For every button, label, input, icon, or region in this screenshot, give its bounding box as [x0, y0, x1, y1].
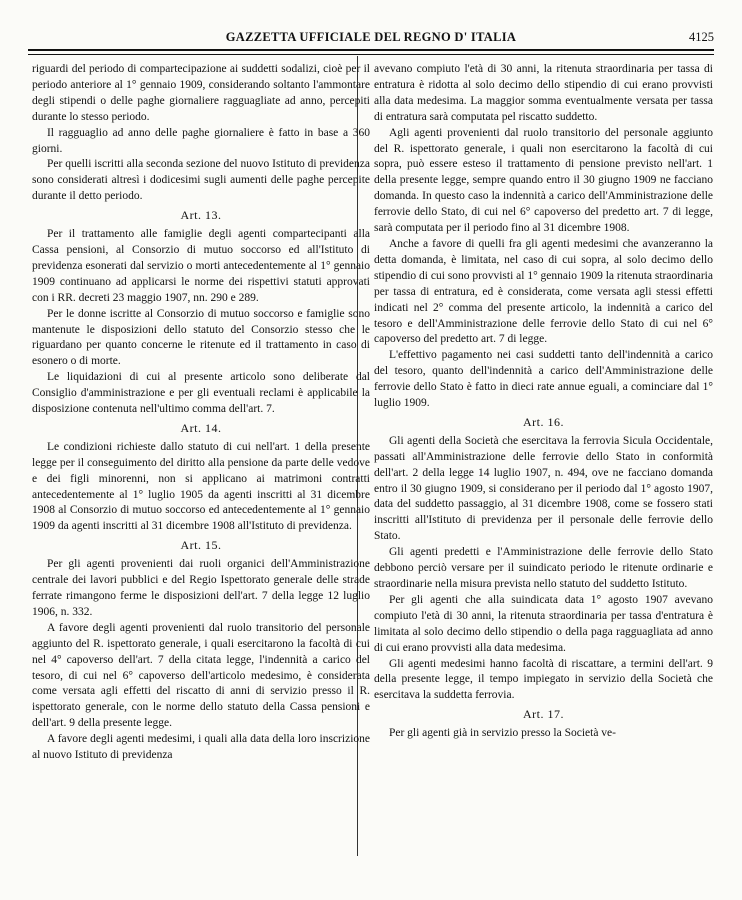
left-column: [32, 62, 370, 764]
article-heading: Art. 13.: [180, 208, 222, 223]
paragraph: Per gli agenti già in servizio presso la Società ve-: [388, 727, 616, 740]
paragraph: avevano compiuto l'età di 30 anni, la ritenuta straordinaria per tassa di entratura è ridotta al solo decimo dello stipendio di cui erano provvisti alla data medesima. La maggior somma eventualmente versata per tassa di entratura sarà computata pel riscatto suddetto.: [374, 63, 713, 123]
paragraph: Per le donne iscritte al Consorzio di mutuo soccorso e famiglie sono mantenute le disposizioni dello statuto del Consorzio stesso che le riguardano per quanto concerne le ritenute ed il trattamento in caso di esonero o di morte.: [32, 307, 370, 368]
paragraph: Per quelli iscritti alla seconda sezione del nuovo Istituto di previdenza sono considerati altresì i dodicesimi sugli aumenti delle paghe percepite durante il detto periodo.: [32, 158, 370, 203]
paragraph: A favore degli agenti provenienti dal ruolo transitorio del personale aggiunto del R. ispettorato generale, i quali esercitarono la facoltà di cui nel 4° capoverso dell'art. 7 della citata legge, l'indennità a carico del tesoro, di cui nel 6° capoverso dell'articolo medesimo, è considerata come versata agli effetti del riscatto di anni di servizio presso il R. ispettorato generale, con le norme dello statuto della Cassa pensioni e dell'art. 9 della presente legge.: [32, 621, 370, 730]
paragraph: Le condizioni richieste dallo statuto di cui nell'art. 1 della presente legge per il conseguimento del diritto alla pensione da parte delle vedove e dei figli minorenni, non si applicano ai matrimoni contratti antecedentemente al 1° luglio 1905 da agenti inscritti al 31 dicembre 1908 al Consorzio di mutuo soccorso ed antecedentemente al 1° gennaio 1909 da agenti inscritti al 31 dicembre 1908 all'Istituto di previdenza.: [32, 440, 370, 533]
paragraph: Il ragguaglio ad anno delle paghe giornaliere è fatto in base a 360 giorni.: [32, 126, 370, 155]
article-heading: Art. 15.: [180, 538, 222, 553]
paragraph: Gli agenti medesimi hanno facoltà di riscattare, a termini dell'art. 9 della presente legge, il tempo impiegato in servizio della Società che esercitava la suddetta ferrovia.: [374, 657, 713, 702]
page-number: 4125: [689, 30, 714, 44]
header-rule: [28, 49, 714, 55]
right-column: [374, 62, 713, 742]
paragraph: Gli agenti predetti e l'Amministrazione delle ferrovie dello Stato debbono perciò versare per il suindicato periodo le ritenute ordinarie e straordinarie nella misura prevista nello statuto del suddetto Istituto.: [374, 546, 713, 590]
paragraph: A favore degli agenti medesimi, i quali alla data della loro inscrizione al nuovo Istituto di previdenza: [32, 733, 370, 762]
paragraph: Per il trattamento alle famiglie degli agenti compartecipanti alla Cassa pensioni, al Consorzio di mutuo soccorso ed all'Istituto di previdenza esonerati dal servizio o morti antecedentemente al 1° gennaio 1909 continuano ad applicarsi le norme dei rispettivi statuti approvati con i RR. decreti 23 maggio 1907, nn. 290 e 289.: [32, 228, 370, 304]
paragraph: Gli agenti della Società che esercitava la ferrovia Sicula Occidentale, passati all'Amministrazione delle ferrovie dello Stato in conformità dell'art. 2 della legge 14 luglio 1907, n. 494, ove ne facciano domanda entro il 30 giugno 1909, si considerano per il periodo dal 1° agosto 1907, data del suddetto passaggio, al 31 dicembre 1908, come se fossero stati inscritti all'Istituto di previdenza per il personale delle ferrovie dello Stato.: [374, 434, 713, 543]
paragraph: Anche a favore di quelli fra gli agenti medesimi che avanzeranno la detta domanda, è limitata, nel caso di cui sopra, al solo decimo dello stipendio di cui sono provvisti al 1° gennaio 1909 la ritenuta straordinaria per tassa di entratura, ed è considerata, come versata agli stessi effetti indicati nel 2° comma del presente articolo, la indennità a carico del tesoro e dell'Amministrazione delle ferrovie dello Stato di cui nel 6° capoverso del predetto art. 7 di legge.: [374, 237, 713, 346]
article-heading: Art. 14.: [180, 420, 222, 435]
paragraph: Agli agenti provenienti dal ruolo transitorio del personale aggiunto del R. ispettorato generale, i quali non esercitarono la facoltà di cui sopra, può essere esteso il trattamento di pensione previsto nell'art. 1 della presente legge, sempre quando entro il 30 giugno 1909 ne facciano domanda. In questo caso la indennità a carico dell'Amministrazione delle ferrovie dello Stato, di cui nel 6° capoverso del predetto art. 7 di legge, sarà computata per il periodo fino al 31 dicembre 1908.: [374, 126, 713, 235]
article-heading: Art. 16.: [523, 414, 564, 429]
paragraph: Per gli agenti provenienti dai ruoli organici dell'Amministrazione centrale dei lavori pubblici e del Regio Ispettorato generale delle strade ferrate rimangono ferme le disposizioni dell'art. 7 della legge 12 luglio 1906, n. 332.: [32, 558, 370, 618]
paragraph: Per gli agenti che alla suindicata data 1° agosto 1907 avevano compiuto l'età di 30 anni, la ritenuta straordinaria per tassa d'entratura è limitata al solo decimo dello stipendio o della paga ragguagliata ad anno di cui erano provvisti alla data medesima.: [374, 593, 713, 654]
paragraph: riguardi del periodo di compartecipazione ai suddetti sodalizi, cioè per il periodo anteriore al 1° gennaio 1909, considerando soltanto l'ammontare degli stipendi o delle paghe giornaliere ragguagliate ad anno, percepiti durante lo stesso periodo.: [32, 63, 370, 123]
page-header: [28, 30, 714, 48]
paragraph: Le liquidazioni di cui al presente articolo sono deliberate dal Consiglio d'amministrazione e per gli eventuali reclami è applicabile la disposizione contenuta nell'ultimo comma dell'art. 7.: [32, 371, 370, 416]
gazette-title: GAZZETTA UFFICIALE DEL REGNO D' ITALIA: [225, 30, 517, 44]
paragraph: L'effettivo pagamento nei casi suddetti tanto dell'indennità a carico del tesoro, quanto dell'indennità a carico dell'Amministrazione delle ferrovie dello Stato è fatto in dieci rate annue eguali, a cominciare dal 1° luglio 1909.: [374, 349, 713, 410]
article-heading: Art. 17.: [523, 707, 564, 722]
